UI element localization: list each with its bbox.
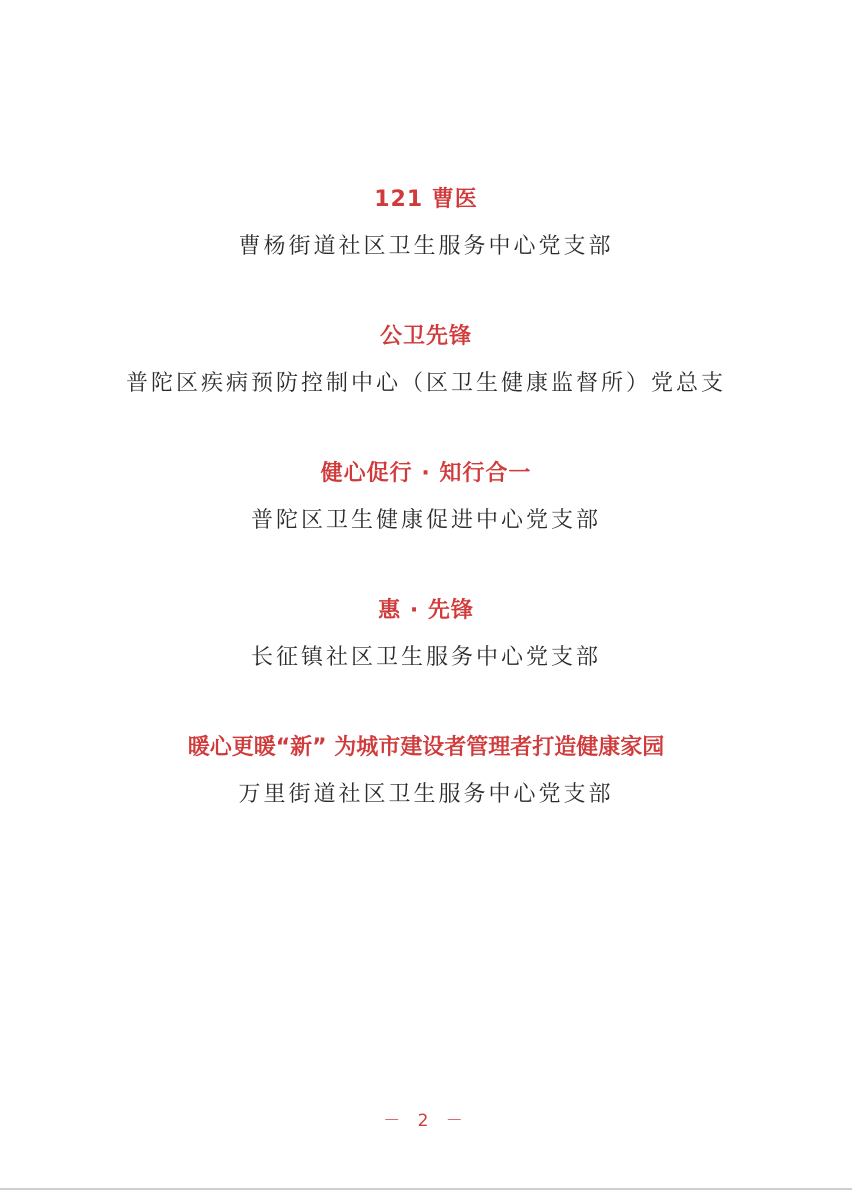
- entry-title: 暖心更暖“新” 为城市建设者管理者打造健康家园: [187, 735, 665, 760]
- entry-organization: 长征镇社区卫生服务中心党支部: [250, 645, 601, 670]
- entry-1: [0, 185, 852, 262]
- entry-title: 惠 · 先锋: [378, 598, 474, 623]
- entry-title: 121 曹医: [374, 187, 478, 212]
- entry-title: 健心促行 · 知行合一: [320, 461, 532, 486]
- entry-organization: 万里街道社区卫生服务中心党支部: [238, 782, 614, 807]
- entry-4: [0, 596, 852, 673]
- entry-title: 公卫先锋: [379, 324, 472, 349]
- page-bottom-divider: [0, 1188, 852, 1190]
- entry-organization: 普陀区卫生健康促进中心党支部: [250, 508, 601, 533]
- entry-5: [0, 733, 852, 810]
- entry-3: [0, 459, 852, 536]
- entry-organization: 普陀区疾病预防控制中心（区卫生健康监督所）党总支: [125, 371, 726, 396]
- page-number: － 2 －: [383, 1111, 469, 1131]
- entry-organization: 曹杨街道社区卫生服务中心党支部: [238, 234, 614, 259]
- entry-2: [0, 322, 852, 399]
